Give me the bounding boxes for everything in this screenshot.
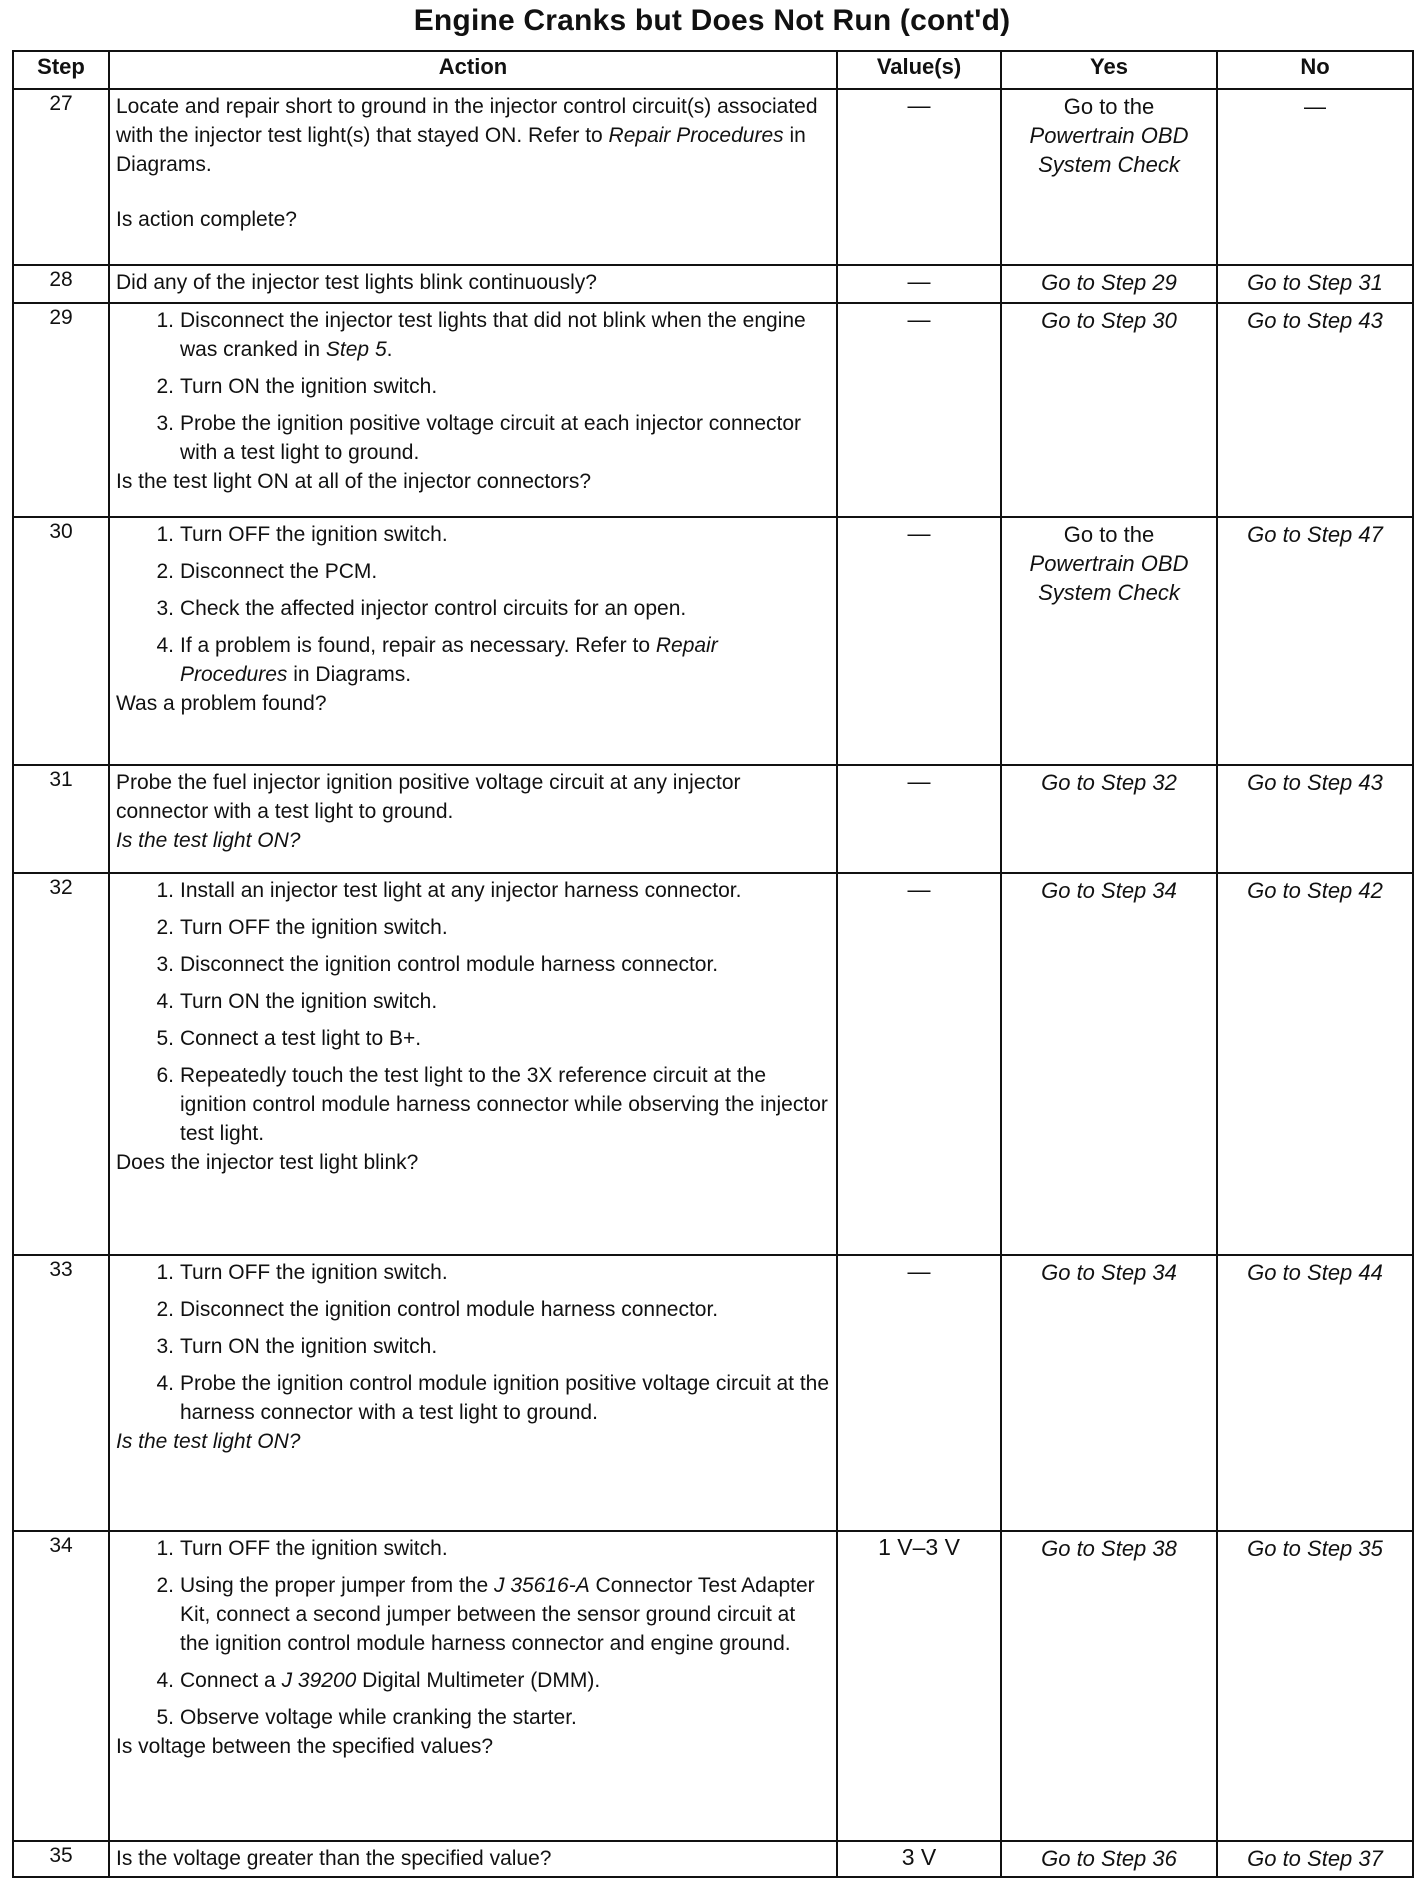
- no-cell: Go to Step 35: [1217, 1531, 1413, 1841]
- list-item: 2. Disconnect the PCM.: [156, 560, 378, 583]
- step-number: 29: [13, 303, 109, 517]
- table-row: [13, 1255, 1413, 1531]
- no-cell: Go to Step 43: [1217, 303, 1413, 517]
- action-cell: [109, 265, 837, 303]
- yes-cell: Go to the Powertrain OBD System Check: [1001, 517, 1217, 765]
- action-cell: [109, 873, 837, 1255]
- list-item: 3. Disconnect the ignition control module harness connector.: [156, 953, 719, 976]
- yes-cell: Go to Step 38: [1001, 1531, 1217, 1841]
- list-item: 1. Install an injector test light at any injector harness connector.: [156, 879, 742, 902]
- page-title: Engine Cranks but Does Not Run (cont'd): [413, 4, 1011, 37]
- action-question: Is the test light ON?: [116, 1430, 301, 1453]
- table-row: [13, 1841, 1413, 1877]
- table-row: [13, 89, 1413, 265]
- header-yes: Yes: [1001, 51, 1217, 89]
- yes-cell: Go to Step 34: [1001, 1255, 1217, 1531]
- list-item: 2. Turn ON the ignition switch.: [156, 375, 438, 398]
- step-number: 30: [13, 517, 109, 765]
- table-header-row: [13, 51, 1413, 89]
- value-cell: —: [837, 873, 1001, 1255]
- value-cell: —: [837, 265, 1001, 303]
- action-list: [116, 306, 830, 467]
- yes-cell: Go to the Powertrain OBD System Check: [1001, 89, 1217, 265]
- action-question: Does the injector test light blink?: [116, 1151, 419, 1174]
- action-question: Is the voltage greater than the specified value?: [116, 1847, 552, 1870]
- table-row: [13, 303, 1413, 517]
- step-number: 31: [13, 765, 109, 873]
- action-cell: [109, 1531, 837, 1841]
- no-cell: Go to Step 42: [1217, 873, 1413, 1255]
- action-cell: [109, 1841, 837, 1877]
- list-item: 1. Turn OFF the ignition switch.: [156, 523, 448, 546]
- action-cell: [109, 1255, 837, 1531]
- header-step: Step: [13, 51, 109, 89]
- action-question: Is the test light ON?: [116, 829, 301, 852]
- value-cell: —: [837, 517, 1001, 765]
- list-item: 3. Probe the ignition positive voltage circuit at each injector connector with a test light to ground.: [156, 412, 802, 464]
- action-cell: [109, 303, 837, 517]
- table-row: [13, 873, 1413, 1255]
- action-question: Is voltage between the specified values?: [116, 1735, 494, 1758]
- no-cell: Go to Step 47: [1217, 517, 1413, 765]
- table-row: [13, 265, 1413, 303]
- table-row: [13, 765, 1413, 873]
- yes-cell: Go to Step 34: [1001, 873, 1217, 1255]
- action-question: Is action complete?: [116, 208, 297, 231]
- action-text: Locate and repair short to ground in the injector control circuit(s) associated with the injector test light(s) that stayed ON. Refer to Repair Procedures in Diagrams.: [116, 95, 818, 176]
- no-cell: —: [1217, 89, 1413, 265]
- list-item: 2. Using the proper jumper from the J 35616-A Connector Test Adapter Kit, connect a second jumper between the sensor ground circuit at the ignition control module harness connector and engine ground.: [156, 1574, 815, 1655]
- step-number: 28: [13, 265, 109, 303]
- list-item: 4. Connect a J 39200 Digital Multimeter (DMM).: [156, 1669, 601, 1692]
- step-number: 32: [13, 873, 109, 1255]
- list-item: 1. Disconnect the injector test lights that did not blink when the engine was cranked in Step 5.: [156, 309, 806, 361]
- list-item: 2. Turn OFF the ignition switch.: [156, 916, 448, 939]
- value-cell: —: [837, 89, 1001, 265]
- list-item: 5. Connect a test light to B+.: [156, 1027, 422, 1050]
- header-action: Action: [109, 51, 837, 89]
- value-cell: 3 V: [837, 1841, 1001, 1877]
- action-cell: [109, 89, 837, 265]
- action-text: Probe the fuel injector ignition positive voltage circuit at any injector connector with a test light to ground.: [116, 771, 741, 823]
- action-question: Did any of the injector test lights blink continuously?: [116, 271, 597, 294]
- step-number: 35: [13, 1841, 109, 1877]
- list-item: 1. Turn OFF the ignition switch.: [156, 1537, 448, 1560]
- header-no: No: [1217, 51, 1413, 89]
- list-item: 5. Observe voltage while cranking the starter.: [156, 1706, 577, 1729]
- no-cell: Go to Step 37: [1217, 1841, 1413, 1877]
- no-cell: Go to Step 31: [1217, 265, 1413, 303]
- action-question: Was a problem found?: [116, 692, 327, 715]
- value-cell: —: [837, 1255, 1001, 1531]
- list-item: 4. Probe the ignition control module ignition positive voltage circuit at the harness connector with a test light to ground.: [156, 1372, 830, 1424]
- action-cell: [109, 517, 837, 765]
- action-list: [116, 1258, 830, 1427]
- list-item: 3. Check the affected injector control circuits for an open.: [156, 597, 687, 620]
- action-list: [116, 520, 830, 689]
- action-list: [116, 1534, 830, 1732]
- yes-cell: Go to Step 30: [1001, 303, 1217, 517]
- list-item: 6. Repeatedly touch the test light to the 3X reference circuit at the ignition control module harness connector while observing the injector test light.: [156, 1064, 828, 1145]
- yes-cell: Go to Step 32: [1001, 765, 1217, 873]
- list-item: 1. Turn OFF the ignition switch.: [156, 1261, 448, 1284]
- action-cell: [109, 765, 837, 873]
- step-number: 33: [13, 1255, 109, 1531]
- diagnostic-steps-table: [12, 50, 1414, 1878]
- table-row: [13, 1531, 1413, 1841]
- no-cell: Go to Step 44: [1217, 1255, 1413, 1531]
- no-cell: Go to Step 43: [1217, 765, 1413, 873]
- value-cell: 1 V–3 V: [837, 1531, 1001, 1841]
- value-cell: —: [837, 765, 1001, 873]
- yes-cell: Go to Step 29: [1001, 265, 1217, 303]
- table-row: [13, 517, 1413, 765]
- yes-cell: Go to Step 36: [1001, 1841, 1217, 1877]
- list-item: 4. If a problem is found, repair as necessary. Refer to Repair Procedures in Diagrams.: [156, 634, 718, 686]
- list-item: 3. Turn ON the ignition switch.: [156, 1335, 438, 1358]
- value-cell: —: [837, 303, 1001, 517]
- step-number: 27: [13, 89, 109, 265]
- list-item: 2. Disconnect the ignition control module harness connector.: [156, 1298, 719, 1321]
- action-list: [116, 876, 830, 1148]
- step-number: 34: [13, 1531, 109, 1841]
- header-values: Value(s): [837, 51, 1001, 89]
- action-question: Is the test light ON at all of the injector connectors?: [116, 470, 592, 493]
- list-item: 4. Turn ON the ignition switch.: [156, 990, 438, 1013]
